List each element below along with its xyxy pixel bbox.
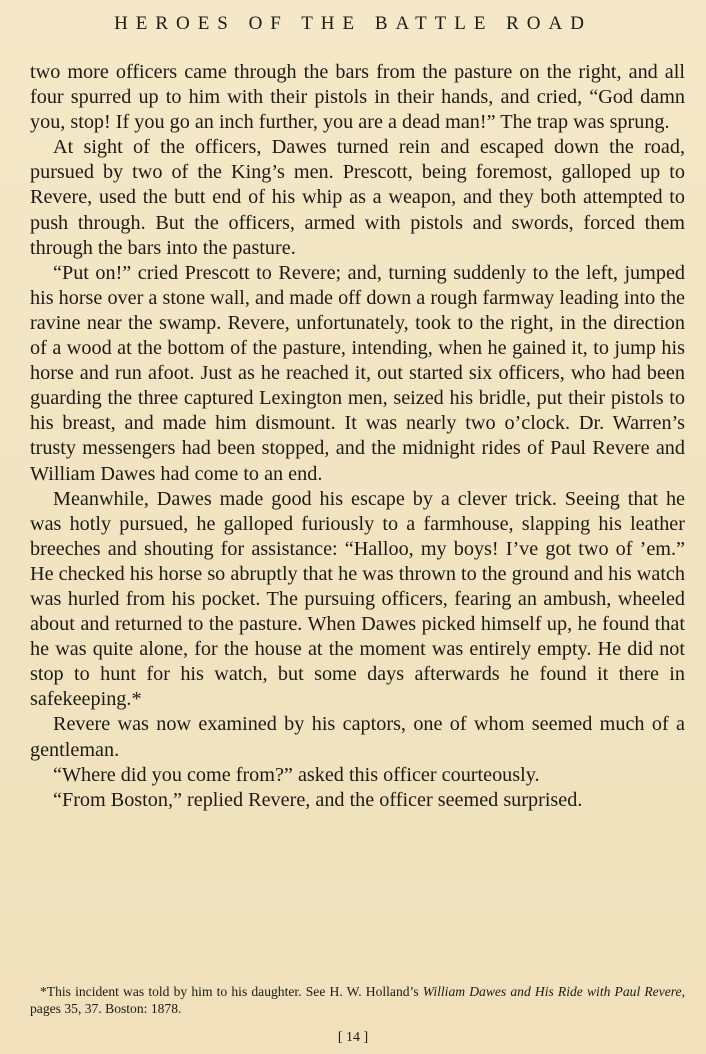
running-head: HEROES OF THE BATTLE ROAD — [114, 13, 592, 34]
footnote-tail: pages 35, 37. Boston: 1878. — [30, 1001, 182, 1016]
footnote-book-title: William Dawes and His Ride with Paul Revere, — [422, 984, 685, 999]
paragraph-3: “Put on!” cried Prescott to Revere; and, turning suddenly to the left, jumped his horse over a stone wall, and made off down a rough farmway leading into the ravine near the swamp. Revere, unfortunately, took to the right, in the direction of a wood at the bottom of the pasture, intending, when he gained it, to jump his horse and run afoot. Just as he reached it, out started six officers, who had been guarding the three captured Lexington men, seized his bridle, put their pistols to his breast, and made him dismount. It was nearly two o’clock. Dr. Warren’s trusty messengers had been stopped, and the midnight rides of Paul Revere and William Dawes had come to an end. — [30, 261, 685, 485]
footnote — [30, 983, 685, 1017]
paragraph-7: “From Boston,” replied Revere, and the officer seemed surprised. — [53, 788, 583, 811]
paragraph-5: Revere was now examined by his captors, one of whom seemed much of a gentleman. — [30, 713, 685, 761]
page-number: [ 14 ] — [337, 1030, 369, 1045]
footnote-lead: *This incident was told by him to his daughter. See H. W. Holland’s — [40, 984, 423, 999]
body-text — [30, 60, 685, 813]
paragraph-6: “Where did you come from?” asked this officer courteously. — [53, 763, 540, 786]
paragraph-1: two more officers came through the bars from the pasture on the right, and all four spurred up to him with their pistols in their hands, and cried, “God damn you, stop! If you go an inch further, you are a dead man!” The trap was sprung. — [30, 61, 685, 134]
paragraph-4: Meanwhile, Dawes made good his escape by a clever trick. Seeing that he was hotly pursued, he galloped furiously to a farmhouse, slapping his leather breeches and shouting for assistance: “Halloo, my boys! I’ve got two of ’em.” He checked his horse so abruptly that he was thrown to the ground and his watch was hurled from his pocket. The pursuing officers, fearing an ambush, wheeled about and returned to the pasture. When Dawes picked himself up, he found that he was quite alone, for the house at the moment was entirely empty. He did not stop to hunt for his watch, but some days afterwards he found it there in safekeeping.* — [30, 487, 685, 711]
paragraph-2: At sight of the officers, Dawes turned rein and escaped down the road, pursued by two of the King’s men. Prescott, being foremost, galloped up to Revere, used the butt end of his whip as a weapon, and they both attempted to push through. But the officers, armed with pistols and swords, forced them through the bars into the pasture. — [30, 136, 685, 259]
